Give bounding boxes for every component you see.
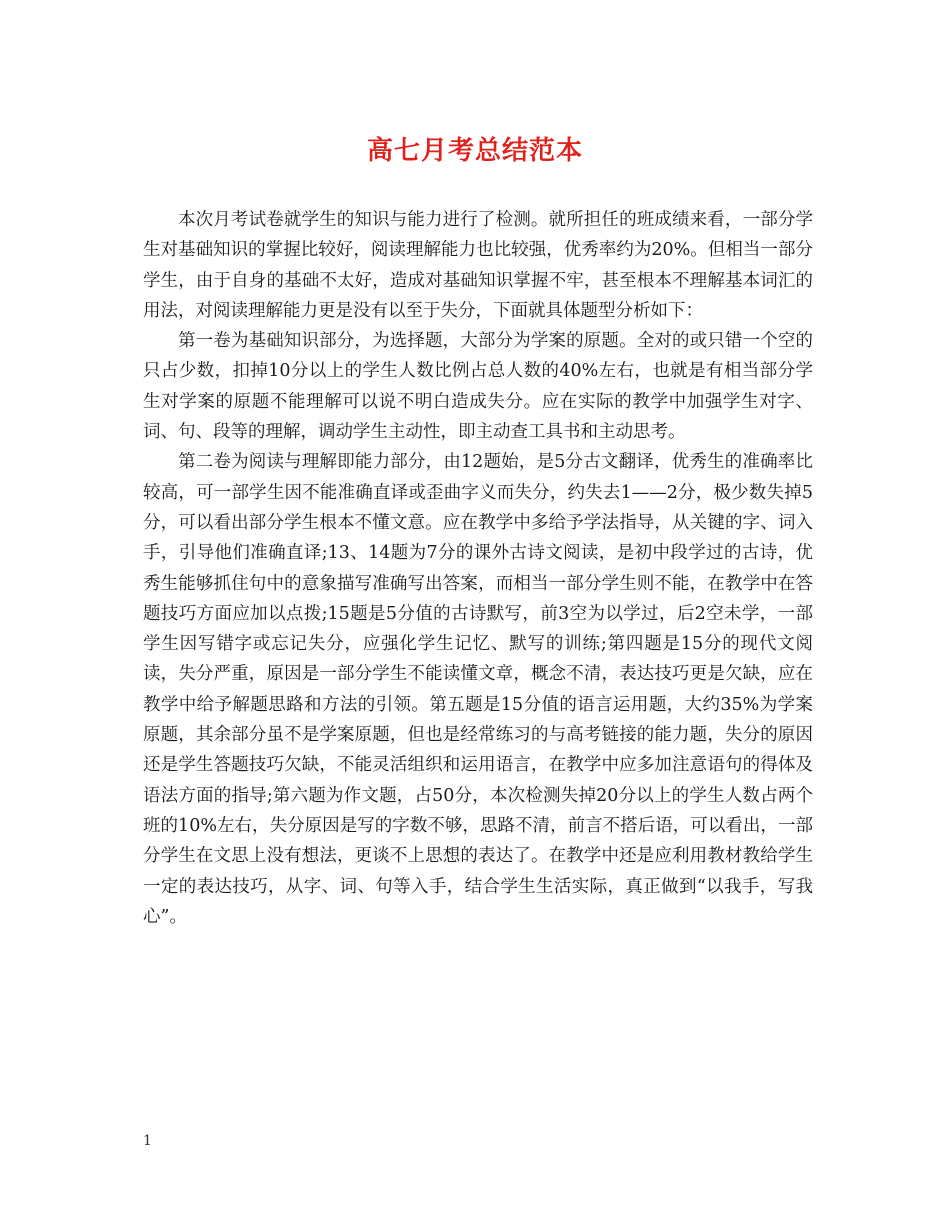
paragraph-section-two: 第二卷为阅读与理解即能力部分，由12题始，是5分古文翻译，优秀生的准确率比较高，可一部学生因不能准确直译或歪曲字义而失分，约失去1——2分，极少数失掉5分，可以看出部分学生根本不懂文意。应在教学中多给予学法指导，从关键的字、词入手，引导他们准确直译;13、14题为7分的课外古诗文阅读，是初中段学过的古诗，优秀生能够抓住句中的意象描写准确写出答案，而相当一部分学生则不能，在教学中在答题技巧方面应加以点拨;15题是5分值的古诗默写，前3空为以学过，后2空未学，一部学生因写错字或忘记失分，应强化学生记忆、默写的训练;第四题是15分的现代文阅读，失分严重，原因是一部分学生不能读懂文章，概念不清，表达技巧更是欠缺，应在教学中给予解题思路和方法的引领。第五题是15分值的语言运用题，大约35%为学案原题，其余部分虽不是学案原题，但也是经常练习的与高考链接的能力题，失分的原因还是学生答题技巧欠缺，不能灵活组织和运用语言，在教学中应多加注意语句的得体及语法方面的指导;第六题为作文题，占50分，本次检测失掉20分以上的学生人数占两个班的10%左右，失分原因是写的字数不够，思路不清，前言不搭后语，可以看出，一部分学生在文思上没有想法，更谈不上思想的表达了。在教学中还是应利用教材教给学生一定的表达技巧，从字、词、句等入手，结合学生生活实际，真正做到“以我手，写我心”。 [143, 452, 813, 927]
document-body [143, 205, 813, 932]
page-number: 1 [143, 1133, 152, 1149]
document-title: 高七月考总结范本 [366, 136, 583, 166]
paragraph-section-one: 第一卷为基础知识部分，为选择题，大部分为学案的原题。全对的或只错一个空的只占少数，扣掉10分以上的学生人数比例占总人数的40%左右，也就是有相当部分学生对学案的原题不能理解可以说不明白造成失分。应在实际的教学中加强学生对字、词、句、段等的理解，调动学生主动性，即主动查工具书和主动思考。 [143, 331, 813, 443]
paragraph-intro: 本次月考试卷就学生的知识与能力进行了检测。就所担任的班成绩来看，一部分学生对基础知识的掌握比较好，阅读理解能力也比较强，优秀率约为20%。但相当一部分学生，由于自身的基础不太好，造成对基础知识掌握不牢，甚至根本不理解基本词汇的用法，对阅读理解能力更是没有以至于失分，下面就具体题型分析如下： [143, 210, 813, 321]
